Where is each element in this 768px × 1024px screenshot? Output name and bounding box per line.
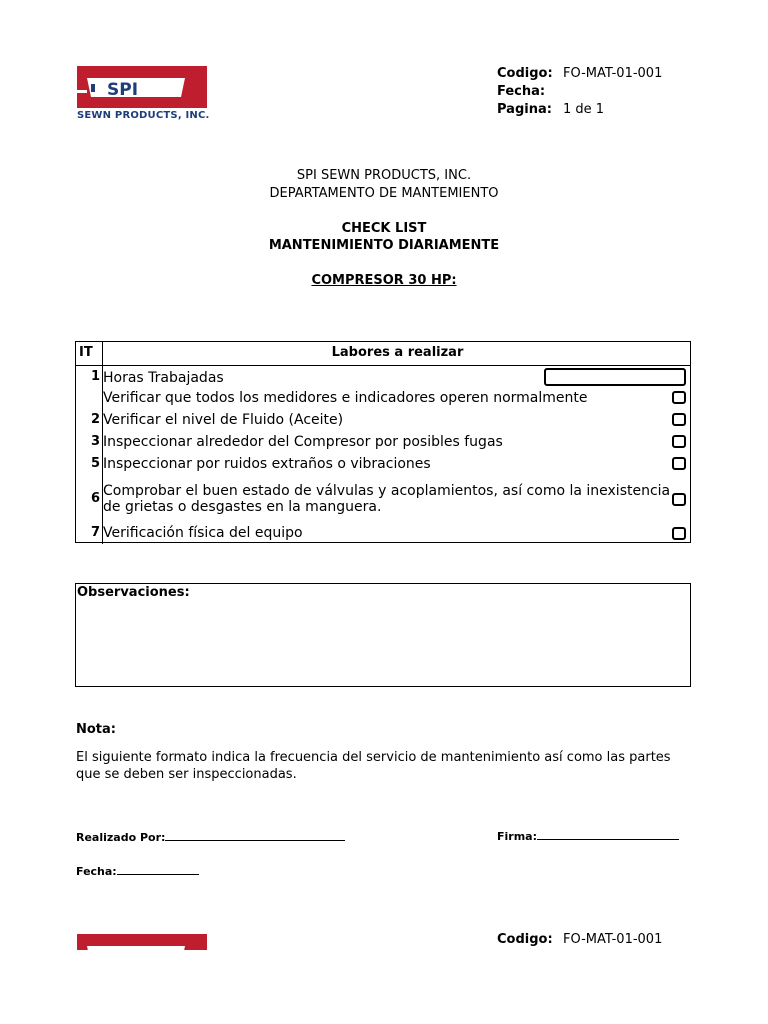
checklist-subtitle: MANTENIMIENTO DIARIAMENTE bbox=[268, 238, 500, 253]
row-number: 2 bbox=[90, 412, 100, 427]
done-by-field bbox=[76, 829, 345, 844]
company-name: SPI SEWN PRODUCTS, INC. bbox=[296, 168, 472, 183]
row-number: 6 bbox=[90, 491, 100, 506]
footer-logo-mark bbox=[77, 934, 207, 968]
table-header bbox=[76, 342, 690, 366]
task-text: Verificación física del equipo bbox=[103, 525, 303, 541]
done-by-line[interactable] bbox=[165, 829, 345, 841]
footer-meta bbox=[497, 931, 662, 949]
code-label: Codigo: bbox=[497, 66, 553, 81]
department-name: DEPARTAMENTO DE MANTEMIENTO bbox=[269, 186, 499, 201]
row-number: 3 bbox=[90, 434, 100, 449]
task-checkbox[interactable] bbox=[672, 457, 686, 470]
spi-logo-mark bbox=[77, 66, 207, 108]
task-text: Verificar el nivel de Fluido (Aceite) bbox=[103, 412, 344, 428]
hours-input[interactable] bbox=[544, 368, 686, 386]
footer-logo-mark-text: SPI bbox=[107, 948, 139, 968]
task-checkbox[interactable] bbox=[672, 527, 686, 540]
task-text: Horas Trabajadas bbox=[103, 370, 224, 386]
row-number: 7 bbox=[90, 525, 100, 540]
note-title: Nota: bbox=[76, 722, 116, 737]
page-label: Pagina: bbox=[497, 102, 552, 117]
signature-line[interactable] bbox=[537, 828, 679, 840]
task-text: Comprobar el buen estado de válvulas y acoplamientos, así como la inexistencia de grietas o desgastes en la manguera. bbox=[103, 483, 671, 515]
signature-field bbox=[497, 828, 679, 843]
sign-date-label: Fecha: bbox=[76, 865, 117, 878]
task-text: Inspeccionar alrededor del Compresor por posibles fugas bbox=[103, 434, 503, 450]
signature-label: Firma: bbox=[497, 830, 537, 843]
logo-tagline: SEWN PRODUCTS, INC. bbox=[77, 110, 210, 121]
equipment-name: COMPRESOR 30 HP: bbox=[311, 273, 457, 288]
date-label: Fecha: bbox=[497, 84, 546, 99]
equipment-title bbox=[0, 273, 768, 288]
logo-mark-text: SPI bbox=[107, 80, 139, 100]
logo-graphic bbox=[77, 66, 207, 108]
row-number: 1 bbox=[90, 369, 100, 384]
column-tasks: Labores a realizar bbox=[331, 345, 464, 360]
task-checkbox[interactable] bbox=[672, 435, 686, 448]
row-number: 5 bbox=[90, 456, 100, 471]
task-checkbox[interactable] bbox=[672, 391, 686, 404]
checklist-title: CHECK LIST bbox=[341, 221, 427, 236]
task-text: Inspeccionar por ruidos extraños o vibraciones bbox=[103, 456, 431, 472]
footer-code-value: FO-MAT-01-001 bbox=[563, 932, 663, 947]
footer-logo-graphic bbox=[77, 934, 207, 968]
footer-code-label: Codigo: bbox=[497, 932, 553, 947]
page-value: 1 de 1 bbox=[563, 102, 605, 117]
observations-box[interactable] bbox=[75, 583, 691, 687]
sign-date-line[interactable] bbox=[117, 863, 199, 875]
observations-title: Observaciones: bbox=[77, 585, 190, 600]
code-value: FO-MAT-01-001 bbox=[563, 66, 663, 81]
company-logo bbox=[77, 66, 217, 121]
date-field bbox=[76, 863, 199, 878]
note-body: El siguiente formato indica la frecuencia del servicio de mantenimiento así como las partes que se deben ser inspeccionadas. bbox=[76, 750, 671, 782]
document-meta bbox=[497, 65, 662, 119]
task-checkbox[interactable] bbox=[672, 493, 686, 506]
footer-logo bbox=[77, 934, 207, 968]
column-it: IT bbox=[79, 345, 93, 360]
task-checkbox[interactable] bbox=[672, 413, 686, 426]
done-by-label: Realizado Por: bbox=[76, 831, 166, 844]
task-text: Verificar que todos los medidores e indicadores operen normalmente bbox=[103, 390, 588, 406]
